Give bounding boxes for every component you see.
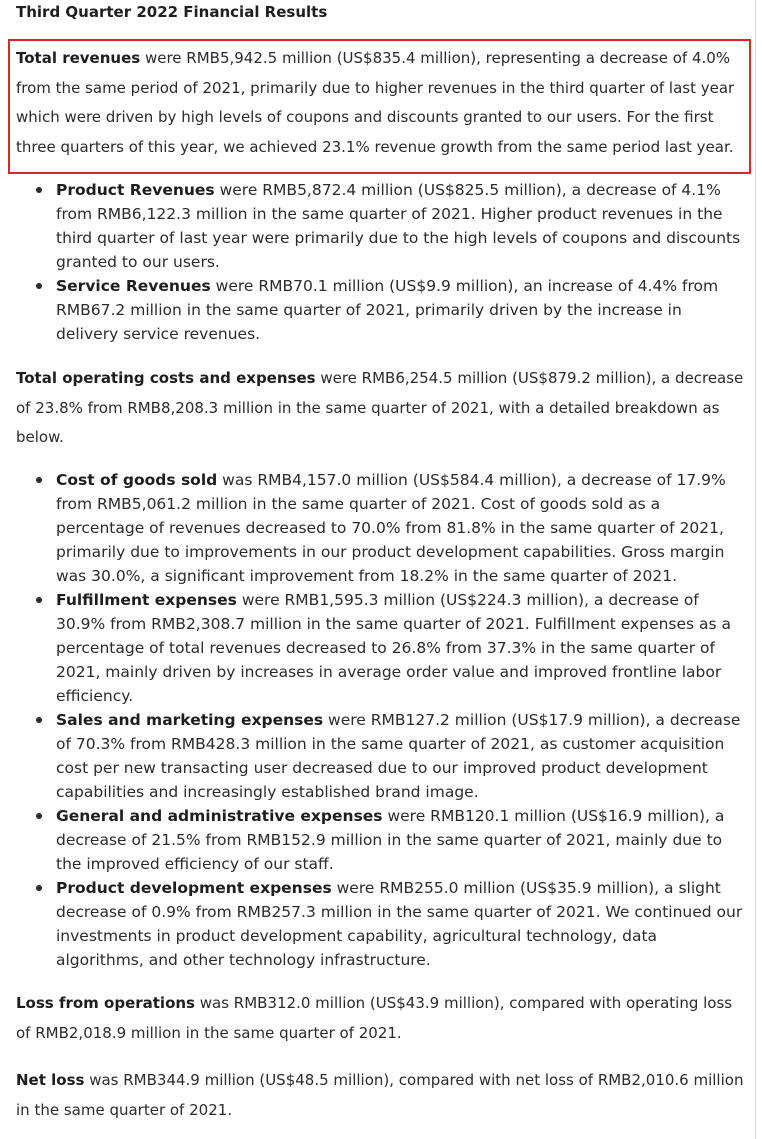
total-revenues-label: Total revenues	[16, 49, 141, 67]
loss-from-operations-paragraph	[16, 989, 746, 1048]
list-item-general-admin	[0, 804, 756, 876]
net-loss-label: Net loss	[16, 1071, 85, 1089]
loss-from-operations-label: Loss from operations	[16, 994, 195, 1012]
product-revenues-text: were RMB5,872.4 million (US$825.5 million), a decrease of 4.1% from RMB6,122.3 million in the same quarter of 2021. Higher product revenues in the third quarter of last year were primarily due to the high levels of coupons and discounts granted to our users.	[56, 181, 741, 271]
bullet-icon	[36, 717, 42, 723]
list-item-sales-marketing	[0, 708, 756, 804]
net-loss-text: was RMB344.9 million (US$48.5 million), compared with net loss of RMB2,010.6 million in the same quarter of 2021.	[16, 1071, 744, 1119]
bullet-icon	[36, 597, 42, 603]
bullet-icon	[36, 813, 42, 819]
bullet-icon	[36, 885, 42, 891]
fulfillment-text: were RMB1,595.3 million (US$224.3 million), a decrease of 30.9% from RMB2,308.7 million in the same quarter of 2021. Fulfillment expenses as a percentage of total revenues decreased to 26.8% from 37.3% in the same quarter of 2021, mainly driven by increases in average order value and improved frontline labor efficiency.	[56, 591, 732, 705]
loss-from-operations-text: was RMB312.0 million (US$43.9 million), compared with operating loss of RMB2,018.9 million in the same quarter of 2021.	[16, 994, 733, 1042]
service-revenues-label: Service Revenues	[56, 277, 211, 295]
list-item-service-revenues	[0, 274, 756, 346]
operating-costs-paragraph	[16, 364, 746, 453]
product-development-text: were RMB255.0 million (US$35.9 million), a slight decrease of 0.9% from RMB257.3 million in the same quarter of 2021. We continued our investments in product development capability, agricultural technology, data algorithms, and other technology infrastructure.	[56, 879, 743, 969]
product-development-label: Product development expenses	[56, 879, 332, 897]
list-item-fulfillment	[0, 588, 756, 708]
product-revenues-label: Product Revenues	[56, 181, 215, 199]
service-revenues-text: were RMB70.1 million (US$9.9 million), an increase of 4.4% from RMB67.2 million in the same quarter of 2021, primarily driven by the increase in delivery service revenues.	[56, 277, 719, 343]
cost-breakdown-list	[0, 468, 756, 972]
general-admin-text: were RMB120.1 million (US$16.9 million), a decrease of 21.5% from RMB152.9 million in the same quarter of 2021, mainly due to the improved efficiency of our staff.	[56, 807, 725, 873]
cost-of-goods-text: was RMB4,157.0 million (US$584.4 million), a decrease of 17.9% from RMB5,061.2 million in the same quarter of 2021. Cost of goods sold as a percentage of revenues decreased to 70.0% from 81.8% in the same quarter of 2021, primarily due to improvements in our product development capabilities. Gross margin was 30.0%, a significant improvement from 18.2% in the same quarter of 2021.	[56, 471, 726, 585]
section-heading: Third Quarter 2022 Financial Results	[16, 3, 328, 21]
sales-marketing-text: were RMB127.2 million (US$17.9 million), a decrease of 70.3% from RMB428.3 million in the same quarter of 2021, as customer acquisition cost per new transacting user decreased due to our improved product development capabilities and increasingly established brand image.	[56, 711, 741, 801]
operating-costs-text: were RMB6,254.5 million (US$879.2 million), a decrease of 23.8% from RMB8,208.3 million in the same quarter of 2021, with a detailed breakdown as below.	[16, 369, 744, 446]
sales-marketing-label: Sales and marketing expenses	[56, 711, 324, 729]
list-item-cost-of-goods	[0, 468, 756, 588]
operating-costs-label: Total operating costs and expenses	[16, 369, 316, 387]
list-item-product-revenues	[0, 178, 756, 274]
bullet-icon	[36, 187, 42, 193]
net-loss-paragraph	[16, 1066, 746, 1125]
general-admin-label: General and administrative expenses	[56, 807, 383, 825]
list-item-product-development	[0, 876, 756, 972]
fulfillment-label: Fulfillment expenses	[56, 591, 237, 609]
bullet-icon	[36, 477, 42, 483]
cost-of-goods-label: Cost of goods sold	[56, 471, 218, 489]
total-revenues-text: were RMB5,942.5 million (US$835.4 million), representing a decrease of 4.0% from the same period of 2021, primarily due to higher revenues in the third quarter of last year which were driven by high levels of coupons and discounts granted to our users. For the first three quarters of this year, we achieved 23.1% revenue growth from the same period last year.	[16, 49, 735, 156]
total-revenues-paragraph	[16, 44, 746, 162]
revenue-breakdown-list	[0, 178, 756, 346]
bullet-icon	[36, 283, 42, 289]
